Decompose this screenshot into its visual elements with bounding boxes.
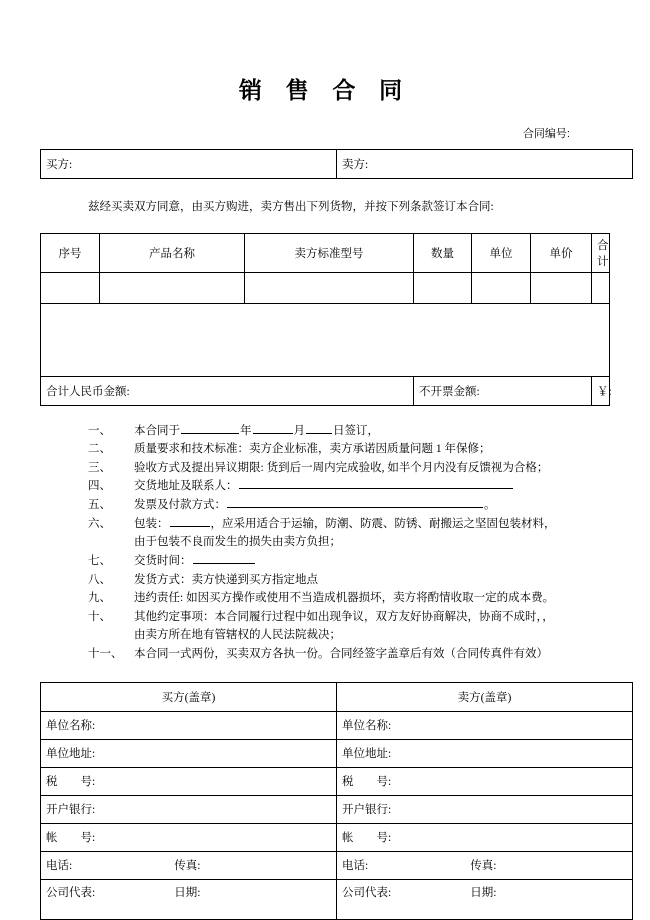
cell-price[interactable] xyxy=(531,272,592,303)
clause-list xyxy=(40,422,610,664)
clause-11-number: 十一、 xyxy=(88,648,123,661)
cell-total[interactable] xyxy=(592,272,610,303)
clause-10 xyxy=(88,608,610,627)
buyer-bank[interactable]: 开户银行: xyxy=(41,795,337,823)
clause-1-year-blank[interactable] xyxy=(181,422,239,434)
clause-1-month-blank[interactable] xyxy=(253,422,293,434)
clause-8-number: 八、 xyxy=(88,573,111,586)
clause-5-suffix: 。 xyxy=(484,499,496,512)
buyer-company-name[interactable]: 单位名称: xyxy=(41,711,337,739)
buyer-field[interactable]: 买方: xyxy=(41,150,337,179)
column-header-product: 产品名称 xyxy=(100,233,245,272)
seller-bank[interactable]: 开户银行: xyxy=(337,795,633,823)
table-row xyxy=(41,879,633,919)
buyer-account-number[interactable]: 帐 号: xyxy=(41,823,337,851)
seller-rep-label: 公司代表: xyxy=(342,886,392,899)
clause-4-number: 四、 xyxy=(88,480,111,493)
clause-6-number: 六、 xyxy=(88,517,111,530)
goods-blank-area[interactable] xyxy=(41,303,610,376)
cell-unit[interactable] xyxy=(472,272,531,303)
clause-9-number: 九、 xyxy=(88,592,111,605)
signature-table xyxy=(40,682,633,920)
table-header-row xyxy=(41,682,633,711)
table-row xyxy=(41,767,633,795)
seller-fax-label: 传真: xyxy=(470,860,497,873)
seller-seal-header: 卖方(盖章) xyxy=(337,682,633,711)
clause-2-text: 质量要求和技术标准：卖方企业标准，卖方承诺因质量问题 1 年保修； xyxy=(134,443,491,456)
clause-5-text: 发票及付款方式： xyxy=(134,499,226,512)
clause-1-text-d: 日签订， xyxy=(333,424,379,437)
buyer-tax-number[interactable]: 税 号: xyxy=(41,767,337,795)
clause-2-number: 二、 xyxy=(88,443,111,456)
seller-date-label: 日期: xyxy=(470,886,497,899)
table-row xyxy=(41,795,633,823)
seller-rep-cell[interactable] xyxy=(337,879,633,919)
cell-index[interactable] xyxy=(41,272,100,303)
seller-phone-label: 电话: xyxy=(342,860,369,873)
intro-paragraph: 兹经买卖双方同意，由买方购进，卖方售出下列货物，并按下列条款签订本合同: xyxy=(88,201,494,214)
clause-5-number: 五、 xyxy=(88,499,111,512)
table-blank-area-row xyxy=(41,303,610,376)
cell-product[interactable] xyxy=(100,272,245,303)
clause-6-text-a: 包装： xyxy=(134,517,169,530)
contract-number-label: 合同编号: xyxy=(522,128,570,141)
clause-7-text: 交货时间： xyxy=(134,554,192,567)
clause-1-text-b: 年 xyxy=(240,424,252,437)
clause-6-packing-blank[interactable] xyxy=(170,515,210,527)
seller-contact-cell[interactable] xyxy=(337,851,633,879)
column-header-unit: 单位 xyxy=(472,233,531,272)
total-rmb-label[interactable]: 合计人民币金额: xyxy=(41,376,414,405)
clause-5-body xyxy=(134,496,610,515)
clause-2 xyxy=(88,440,610,459)
clause-11 xyxy=(88,645,610,664)
clause-5 xyxy=(88,496,610,515)
clause-5-payment-blank[interactable] xyxy=(227,496,483,508)
buyer-company-address[interactable]: 单位地址: xyxy=(41,739,337,767)
clause-8 xyxy=(88,571,610,590)
clause-1-number: 一、 xyxy=(88,424,111,437)
clause-1 xyxy=(88,422,610,441)
clause-7-body xyxy=(134,552,610,571)
no-invoice-label[interactable]: 不开票金额: xyxy=(414,376,592,405)
currency-label[interactable]: ￥: xyxy=(592,376,610,405)
page-content xyxy=(40,0,610,920)
page-title: 销 售 合 同 xyxy=(238,78,412,103)
column-header-qty: 数量 xyxy=(414,233,472,272)
buyer-date-label: 日期: xyxy=(174,886,201,899)
clause-4-text: 交货地址及联系人： xyxy=(134,480,238,493)
clause-3-text: 验收方式及提出异议期限: 货到后一周内完成验收, 如半个月内没有反馈视为合格； xyxy=(134,461,549,474)
table-row xyxy=(41,272,610,303)
seller-company-address[interactable]: 单位地址: xyxy=(337,739,633,767)
clause-1-text-c: 月 xyxy=(293,424,305,437)
buyer-seal-header: 买方(盖章) xyxy=(41,682,337,711)
buyer-rep-cell[interactable] xyxy=(41,879,337,919)
clause-3-number: 三、 xyxy=(88,461,111,474)
buyer-contact-cell[interactable] xyxy=(41,851,337,879)
table-row xyxy=(41,739,633,767)
clause-3 xyxy=(88,459,610,478)
clause-1-day-blank[interactable] xyxy=(306,422,332,434)
seller-field[interactable]: 卖方: xyxy=(337,150,633,179)
buyer-fax-label: 传真: xyxy=(174,860,201,873)
seller-tax-number[interactable]: 税 号: xyxy=(337,767,633,795)
table-row xyxy=(41,150,633,179)
clause-4-body xyxy=(134,477,610,496)
column-header-price: 单价 xyxy=(531,233,592,272)
clause-7 xyxy=(88,552,610,571)
clause-1-body xyxy=(134,422,610,441)
clause-7-number: 七、 xyxy=(88,554,111,567)
clause-6 xyxy=(88,515,610,534)
clause-7-delivery-time-blank[interactable] xyxy=(193,552,255,564)
column-header-index: 序号 xyxy=(41,233,100,272)
table-summary-row xyxy=(41,376,610,405)
clause-10-line2: 由卖方所在地有管辖权的人民法院裁决； xyxy=(134,629,341,642)
cell-qty[interactable] xyxy=(414,272,472,303)
clause-9 xyxy=(88,589,610,608)
parties-table xyxy=(40,149,633,179)
buyer-phone-label: 电话: xyxy=(46,860,73,873)
clause-6-body xyxy=(134,515,610,534)
goods-table xyxy=(40,233,610,406)
clause-6-line2: 由于包装不良而发生的损失由卖方负担； xyxy=(134,536,341,549)
seller-account-number[interactable]: 帐 号: xyxy=(337,823,633,851)
buyer-rep-label: 公司代表: xyxy=(46,886,96,899)
clause-10-text: 其他约定事项：本合同履行过程中如出现争议，双方友好协商解决，协商不成时，， xyxy=(134,610,554,623)
cell-model[interactable] xyxy=(245,272,414,303)
table-row xyxy=(41,711,633,739)
clause-11-text: 本合同一式两份，买卖双方各执一份。合同经签字盖章后有效（合同传真件有效） xyxy=(134,648,548,661)
clause-4-address-blank[interactable] xyxy=(239,478,513,490)
table-row xyxy=(41,851,633,879)
table-row xyxy=(41,823,633,851)
clause-10-number: 十、 xyxy=(88,610,111,623)
clause-1-text-a: 本合同于 xyxy=(134,424,180,437)
clause-6-text-b: ，应采用适合于运输，防潮、防震、防锈、耐搬运之坚固包装材料， xyxy=(210,517,556,530)
column-header-model: 卖方标准型号 xyxy=(245,233,414,272)
clause-9-text: 违约责任: 如因买方操作或使用不当造成机器损坏，卖方将酌情收取一定的成本费。 xyxy=(134,592,555,605)
column-header-total: 合计 xyxy=(592,233,610,272)
clause-8-text: 发货方式：卖方快递到买方指定地点 xyxy=(134,573,318,586)
seller-company-name[interactable]: 单位名称: xyxy=(337,711,633,739)
clause-4 xyxy=(88,477,610,496)
table-header-row xyxy=(41,233,610,272)
